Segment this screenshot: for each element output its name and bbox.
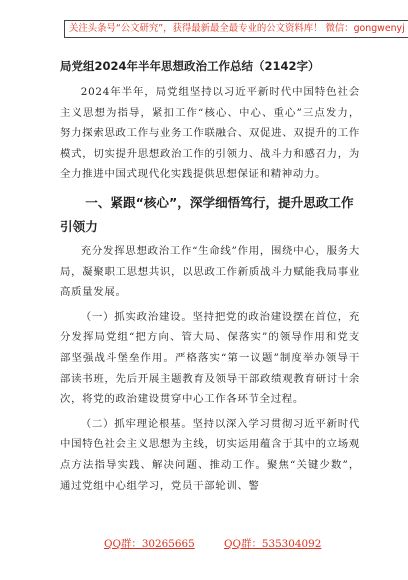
section-heading: 一、紧跟“核心”，深学细悟笃行，提升思政工作引领力 — [60, 194, 354, 234]
footer-qq-groups — [104, 535, 321, 550]
footer-qq-group-1: QQ群：30265665 — [104, 538, 195, 550]
subsection-2-paragraph: （二）抓牢理论根基。坚持以深入学习贯彻习近平新时代中国特色社会主义思想为主线，切实运用蕴含于其中的立场观点方法指导实践、解决问题、推动工作。聚焦“关键少数”，通过党组中心组学习，党员干部轮训、警 — [60, 417, 360, 492]
subsection-1-paragraph: （一）抓实政治建设。坚持把党的政治建设摆在首位，充分发挥局党组“把方向、管大局、保落实”的领导作用和党支部坚强战斗堡垒作用。严格落实“第一议题”制度举办领导干部读书班，先后开展主题教育及领导干部政绩观教育研讨十余次，将党的政治建设贯穿中心工作各环节全过程。 — [60, 310, 360, 406]
footer-qq-group-2: QQ群：535304092 — [224, 538, 322, 550]
document-title: 局党组2024年半年思想政治工作总结（2142字） — [60, 59, 320, 73]
document-body — [60, 58, 360, 496]
section-intro-paragraph: 充分发挥思想政治工作“生命线”作用，围绕中心，服务大局，凝聚职工思想共识，以思政工作新质战斗力赋能我局事业高质量发展。 — [60, 244, 360, 299]
header-banner: 关注头条号“公文研究”，获得最新最全最专业的公文资料库！ 微信：gongwenyj — [64, 20, 408, 38]
intro-paragraph: 2024年半年，局党组坚持以习近平新时代中国特色社会主义思想为指导，紧扣工作“核心、中心、重心”三点发力，努力探索思政工作与业务工作联融合、双促进、双提升的工作模式，切实提升思想政治工作的引领力、战斗力和感召力，为全力推进中国式现代化实践提供思想保证和精神动力。 — [60, 86, 360, 181]
